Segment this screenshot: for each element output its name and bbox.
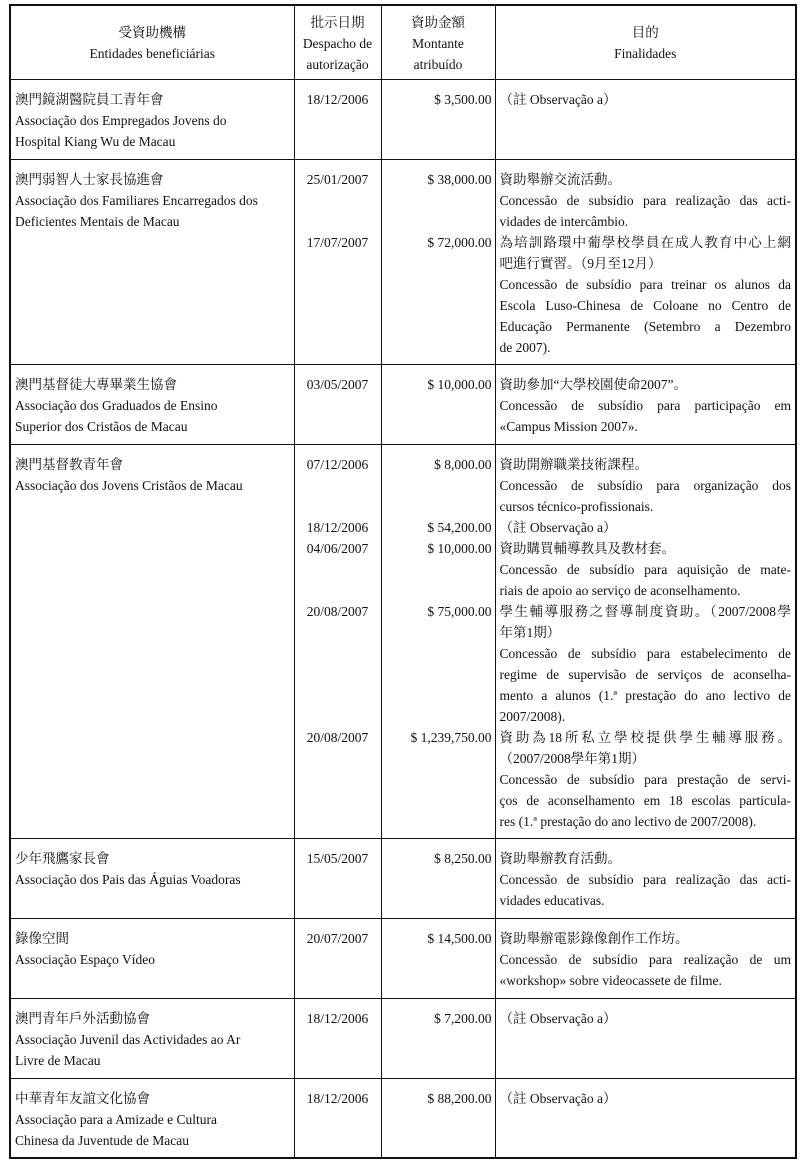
spacer xyxy=(299,274,377,295)
amount-value: $ 8,250.00 xyxy=(434,850,492,866)
header-amount xyxy=(381,5,495,79)
header-entity xyxy=(10,5,294,79)
approval-date: 18/12/2006 xyxy=(306,1090,369,1106)
header-entity-pt: Entidades beneficiárias xyxy=(89,46,216,62)
entity-name: Associação Juvenil das Actividades ao Ar xyxy=(15,1031,241,1047)
header-purpose-zh: 目的 xyxy=(631,25,659,41)
purpose-line: 資助舉辦交流活動。 xyxy=(499,171,621,187)
entity-cell xyxy=(10,79,294,159)
purpose-line: vidades de intercâmbio. xyxy=(499,213,629,229)
amount-value: $ 1,239,750.00 xyxy=(410,729,492,745)
table-row xyxy=(10,444,796,838)
purpose-line: cursos técnico-profissionais. xyxy=(499,498,654,514)
entity-cell xyxy=(10,364,294,444)
purpose-line: （註 Observação a） xyxy=(499,91,617,107)
header-entity-zh: 受資助機構 xyxy=(118,25,186,41)
date-cell xyxy=(294,444,381,838)
spacer xyxy=(299,811,377,832)
table-row xyxy=(10,838,796,918)
entity-name: Associação para a Amizade e Cultura xyxy=(15,1111,218,1127)
spacer xyxy=(299,706,377,727)
spacer xyxy=(386,580,492,601)
purpose-cell xyxy=(495,918,796,998)
entity-name: Hospital Kiang Wu de Macau xyxy=(15,133,176,149)
purpose-line: Concessão de subsídio para treinar os alunos da xyxy=(499,276,791,292)
spacer xyxy=(386,559,492,580)
amount-value: $ 88,200.00 xyxy=(427,1090,492,1106)
subsidy-table xyxy=(9,4,797,1159)
purpose-line: Concessão de subsídio para organização dos xyxy=(499,477,791,493)
entity-cell xyxy=(10,918,294,998)
amount-value: $ 10,000.00 xyxy=(427,540,492,556)
entity-name: 少年飛鷹家長會 xyxy=(15,850,110,866)
table-row xyxy=(10,918,796,998)
entity-name: Chinesa da Juventude de Macau xyxy=(15,1132,189,1148)
purpose-line: 學生輔導服務之督導制度資助。（2007/2008學 xyxy=(499,603,791,619)
purpose-line: ços de aconselhamento em 18 escolas particula- xyxy=(499,792,791,808)
approval-date: 03/05/2007 xyxy=(306,376,369,392)
entity-name: 澳門弱智人士家長協進會 xyxy=(15,171,164,187)
entity-name: 澳門基督徒大專畢業生協會 xyxy=(15,376,177,392)
spacer xyxy=(299,949,377,970)
entity-name: 中華青年友誼文化協會 xyxy=(15,1090,150,1106)
purpose-line: vidades educativas. xyxy=(499,892,605,908)
header-date-zh: 批示日期 xyxy=(310,14,365,30)
entity-name: 澳門鏡湖醫院員工青年會 xyxy=(15,91,164,107)
spacer xyxy=(299,559,377,580)
purpose-cell xyxy=(495,444,796,838)
header-amount-zh: 資助金額 xyxy=(411,14,465,30)
spacer xyxy=(299,685,377,706)
purpose-line: Concessão de subsídio para realização das acti- xyxy=(499,871,791,887)
purpose-line: 資助參加“大學校園使命2007”。 xyxy=(499,376,687,392)
spacer xyxy=(386,190,492,211)
purpose-line: 年第1期） xyxy=(499,624,561,640)
entity-cell xyxy=(10,998,294,1078)
approval-date: 18/12/2006 xyxy=(306,1010,369,1026)
purpose-line: Concessão de subsídio para estabelecimento de xyxy=(499,645,791,661)
spacer xyxy=(299,295,377,316)
purpose-line: 資助開辦職業技術課程。 xyxy=(499,456,648,472)
spacer xyxy=(299,395,377,416)
purpose-cell xyxy=(495,1078,796,1158)
header-amount-pt1: Montante xyxy=(412,35,464,51)
spacer xyxy=(386,643,492,664)
entity-name: 澳門基督教青年會 xyxy=(15,456,123,472)
spacer xyxy=(386,295,492,316)
entity-name: Associação dos Graduados de Ensino xyxy=(15,397,218,413)
purpose-cell xyxy=(495,159,796,364)
approval-date: 17/07/2007 xyxy=(306,234,369,250)
date-cell xyxy=(294,918,381,998)
spacer xyxy=(386,316,492,337)
spacer xyxy=(386,337,492,358)
amount-value: $ 72,000.00 xyxy=(427,234,492,250)
spacer xyxy=(299,970,377,991)
spacer xyxy=(386,416,492,437)
amount-value: $ 54,200.00 xyxy=(427,519,492,535)
header-purpose-pt: Finalidades xyxy=(614,46,677,62)
approval-date: 20/08/2007 xyxy=(306,603,369,619)
date-cell xyxy=(294,159,381,364)
purpose-line: Escola Luso-Chinesa de Coloane no Centro de xyxy=(499,297,791,313)
purpose-line: riais de apoio ao serviço de aconselhamento. xyxy=(499,582,741,598)
table-header xyxy=(10,5,796,79)
spacer xyxy=(386,949,492,970)
amount-cell xyxy=(381,79,495,159)
purpose-line: 資助舉辦電影錄像創作工作坊。 xyxy=(499,930,689,946)
spacer xyxy=(386,475,492,496)
purpose-line: 資助舉辦教育活動。 xyxy=(499,850,621,866)
amount-value: $ 10,000.00 xyxy=(427,376,492,392)
header-amount-pt2: atribuído xyxy=(413,56,463,72)
spacer xyxy=(299,580,377,601)
spacer xyxy=(299,496,377,517)
purpose-line: mento a alunos (1.ª prestação do ano lectivo de xyxy=(499,687,791,703)
spacer xyxy=(299,748,377,769)
amount-value: $ 75,000.00 xyxy=(427,603,492,619)
purpose-line: Educação Permanente (Setembro a Dezembro xyxy=(499,318,791,334)
purpose-line: de 2007). xyxy=(499,339,551,355)
table-row xyxy=(10,159,796,364)
header-date xyxy=(294,5,381,79)
entity-name: Associação dos Familiares Encarregados dos xyxy=(15,192,258,208)
amount-cell xyxy=(381,159,495,364)
spacer xyxy=(299,790,377,811)
spacer xyxy=(299,211,377,232)
entity-name: Associação dos Pais das Águias Voadoras xyxy=(15,871,241,887)
spacer xyxy=(299,475,377,496)
entity-cell xyxy=(10,838,294,918)
entity-cell xyxy=(10,159,294,364)
date-cell xyxy=(294,1078,381,1158)
entity-name: Associação dos Empregados Jovens do xyxy=(15,112,227,128)
spacer xyxy=(299,869,377,890)
approval-date: 20/07/2007 xyxy=(306,930,369,946)
date-cell xyxy=(294,998,381,1078)
spacer xyxy=(299,337,377,358)
entity-name: 錄像空間 xyxy=(15,930,69,946)
date-cell xyxy=(294,838,381,918)
entity-name: Deficientes Mentais de Macau xyxy=(15,213,180,229)
purpose-cell xyxy=(495,998,796,1078)
purpose-line: regime de supervisão de serviços de aconselha- xyxy=(499,666,791,682)
purpose-line: （註 Observação a） xyxy=(499,1090,617,1106)
spacer xyxy=(386,395,492,416)
purpose-line: 資助為18所私立學校提供學生輔導服務。 xyxy=(499,729,791,745)
entity-name: Associação Espaço Vídeo xyxy=(15,951,155,967)
spacer xyxy=(386,890,492,911)
spacer xyxy=(386,790,492,811)
entity-name: Associação dos Jovens Cristãos de Macau xyxy=(15,477,243,493)
purpose-line: Concessão de subsídio para realização de um xyxy=(499,951,791,967)
spacer xyxy=(386,970,492,991)
date-cell xyxy=(294,364,381,444)
purpose-line: （註 Observação a） xyxy=(499,519,617,535)
table-row xyxy=(10,79,796,159)
spacer xyxy=(386,622,492,643)
spacer xyxy=(299,416,377,437)
spacer xyxy=(299,643,377,664)
spacer xyxy=(386,253,492,274)
spacer xyxy=(386,664,492,685)
spacer xyxy=(386,811,492,832)
purpose-line: Concessão de subsídio para prestação de servi- xyxy=(499,771,791,787)
spacer xyxy=(386,869,492,890)
spacer xyxy=(299,890,377,911)
purpose-line: res (1.ª prestação do ano lectivo de 2007/2008). xyxy=(499,813,757,829)
purpose-line: 資助購買輔導教具及教材套。 xyxy=(499,540,675,556)
purpose-line: «Campus Mission 2007». xyxy=(499,418,638,434)
purpose-line: 2007/2008). xyxy=(499,708,566,724)
header-date-pt1: Despacho de xyxy=(302,35,373,51)
entity-cell xyxy=(10,444,294,838)
entity-name: 澳門青年戶外活動協會 xyxy=(15,1010,150,1026)
purpose-line: 為培訓路環中葡學校學員在成人教育中心上網 xyxy=(499,234,791,250)
amount-value: $ 3,500.00 xyxy=(434,91,492,107)
entity-cell xyxy=(10,1078,294,1158)
amount-cell xyxy=(381,918,495,998)
spacer xyxy=(386,274,492,295)
approval-date: 20/08/2007 xyxy=(306,729,369,745)
purpose-cell xyxy=(495,79,796,159)
amount-cell xyxy=(381,1078,495,1158)
amount-value: $ 8,000.00 xyxy=(434,456,492,472)
header-purpose xyxy=(495,5,796,79)
spacer xyxy=(299,622,377,643)
spacer xyxy=(299,316,377,337)
header-date-pt2: autorização xyxy=(306,56,369,72)
approval-date: 18/12/2006 xyxy=(306,91,369,107)
purpose-line: Concessão de subsídio para aquisição de mate- xyxy=(499,561,791,577)
spacer xyxy=(386,769,492,790)
purpose-line: «workshop» sobre videocassete de filme. xyxy=(499,972,722,988)
spacer xyxy=(299,664,377,685)
entity-name: Superior dos Cristãos de Macau xyxy=(15,418,188,434)
spacer xyxy=(299,769,377,790)
purpose-line: 吧進行實習。（9月至12月） xyxy=(499,255,662,271)
amount-cell xyxy=(381,838,495,918)
amount-value: $ 14,500.00 xyxy=(427,930,492,946)
amount-value: $ 38,000.00 xyxy=(427,171,492,187)
table-body xyxy=(10,79,796,1158)
approval-date: 25/01/2007 xyxy=(306,171,369,187)
amount-cell xyxy=(381,364,495,444)
purpose-line: （2007/2008學年第1期） xyxy=(499,750,646,766)
approval-date: 07/12/2006 xyxy=(306,456,369,472)
purpose-cell xyxy=(495,364,796,444)
approval-date: 15/05/2007 xyxy=(306,850,369,866)
approval-date: 04/06/2007 xyxy=(306,540,369,556)
spacer xyxy=(386,211,492,232)
spacer xyxy=(299,190,377,211)
amount-cell xyxy=(381,444,495,838)
purpose-line: Concessão de subsídio para realização das acti- xyxy=(499,192,791,208)
entity-name: Livre de Macau xyxy=(15,1052,101,1068)
spacer xyxy=(386,706,492,727)
spacer xyxy=(386,748,492,769)
table-row xyxy=(10,1078,796,1158)
table-row xyxy=(10,998,796,1078)
spacer xyxy=(386,496,492,517)
purpose-line: （註 Observação a） xyxy=(499,1010,617,1026)
spacer xyxy=(386,685,492,706)
amount-value: $ 7,200.00 xyxy=(434,1010,492,1026)
amount-cell xyxy=(381,998,495,1078)
approval-date: 18/12/2006 xyxy=(306,519,369,535)
purpose-line: Concessão de subsídio para participação em xyxy=(499,397,791,413)
purpose-cell xyxy=(495,838,796,918)
date-cell xyxy=(294,79,381,159)
table-row xyxy=(10,364,796,444)
spacer xyxy=(299,253,377,274)
